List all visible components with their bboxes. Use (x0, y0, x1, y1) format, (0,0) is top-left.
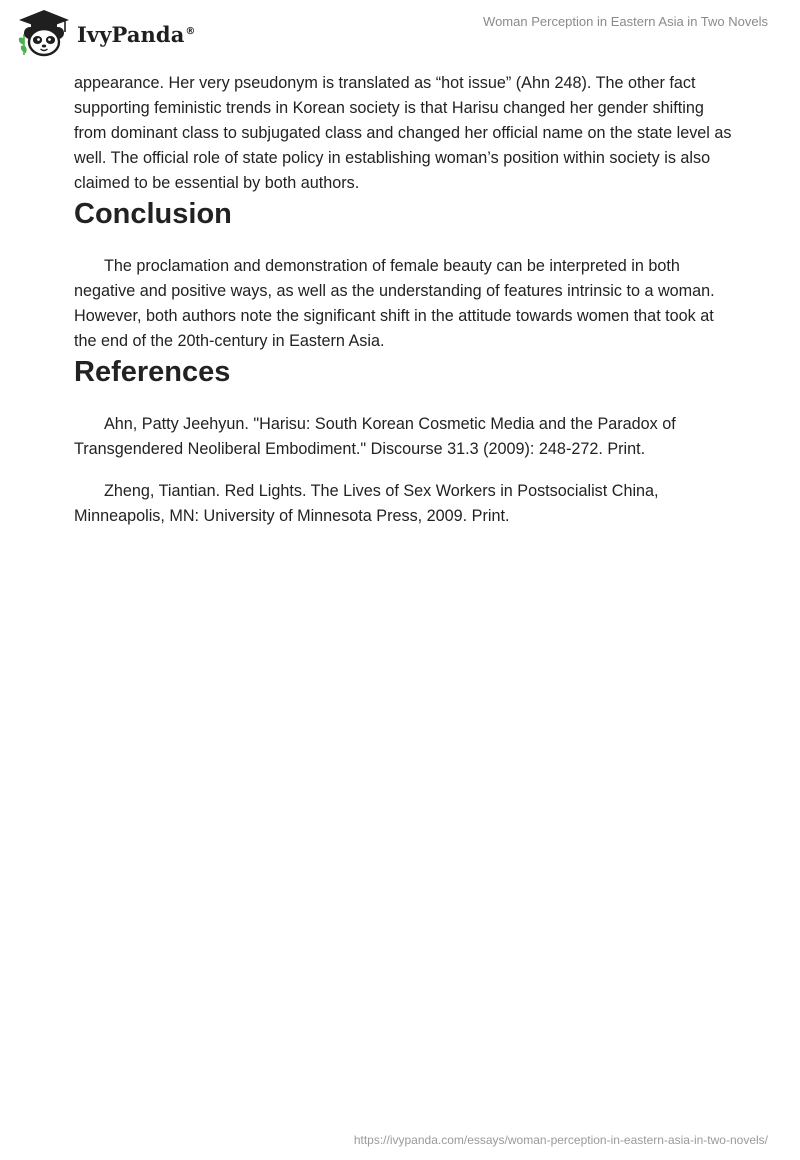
page-header (0, 0, 800, 66)
reference-item: Zheng, Tiantian. Red Lights. The Lives of Sex Workers in Postsocialist China, Minneapolis, MN: University of Minnesota Press, 2009. Print. (74, 482, 659, 525)
conclusion-heading: Conclusion (74, 198, 232, 230)
panda-graduate-icon (15, 8, 73, 58)
source-url[interactable]: https://ivypanda.com/essays/woman-perception-in-eastern-asia-in-two-novels/ (353, 1133, 768, 1147)
running-title: Woman Perception in Eastern Asia in Two Novels (483, 14, 768, 29)
conclusion-paragraph: The proclamation and demonstration of female beauty can be interpreted in both negative and positive ways, as well as the understanding of features intrinsic to a woman. However, both authors note the significant shift in the attitude towards women that took at the end of the 20th-century in Eastern Asia. (74, 257, 715, 350)
ivypanda-logo[interactable] (15, 8, 196, 58)
registered-mark: ® (185, 25, 196, 37)
reference-item: Ahn, Patty Jeehyun. "Harisu: South Korean Cosmetic Media and the Paradox of Transgendered Neoliberal Embodiment." Discourse 31.3 (2009): 248-272. Print. (74, 415, 676, 458)
intro-paragraph: appearance. Her very pseudonym is translated as “hot issue” (Ahn 248). The other fact supporting feministic trends in Korean society is that Harisu changed her gender shifting from dominant class to subjugated class and changed her official name on the state level as well. The official role of state policy in establishing woman’s position within society is also claimed to be essential by both authors. (74, 74, 732, 192)
document-body (74, 71, 734, 529)
brand-name: IvyPanda® (77, 21, 196, 47)
references-heading: References (74, 356, 231, 388)
